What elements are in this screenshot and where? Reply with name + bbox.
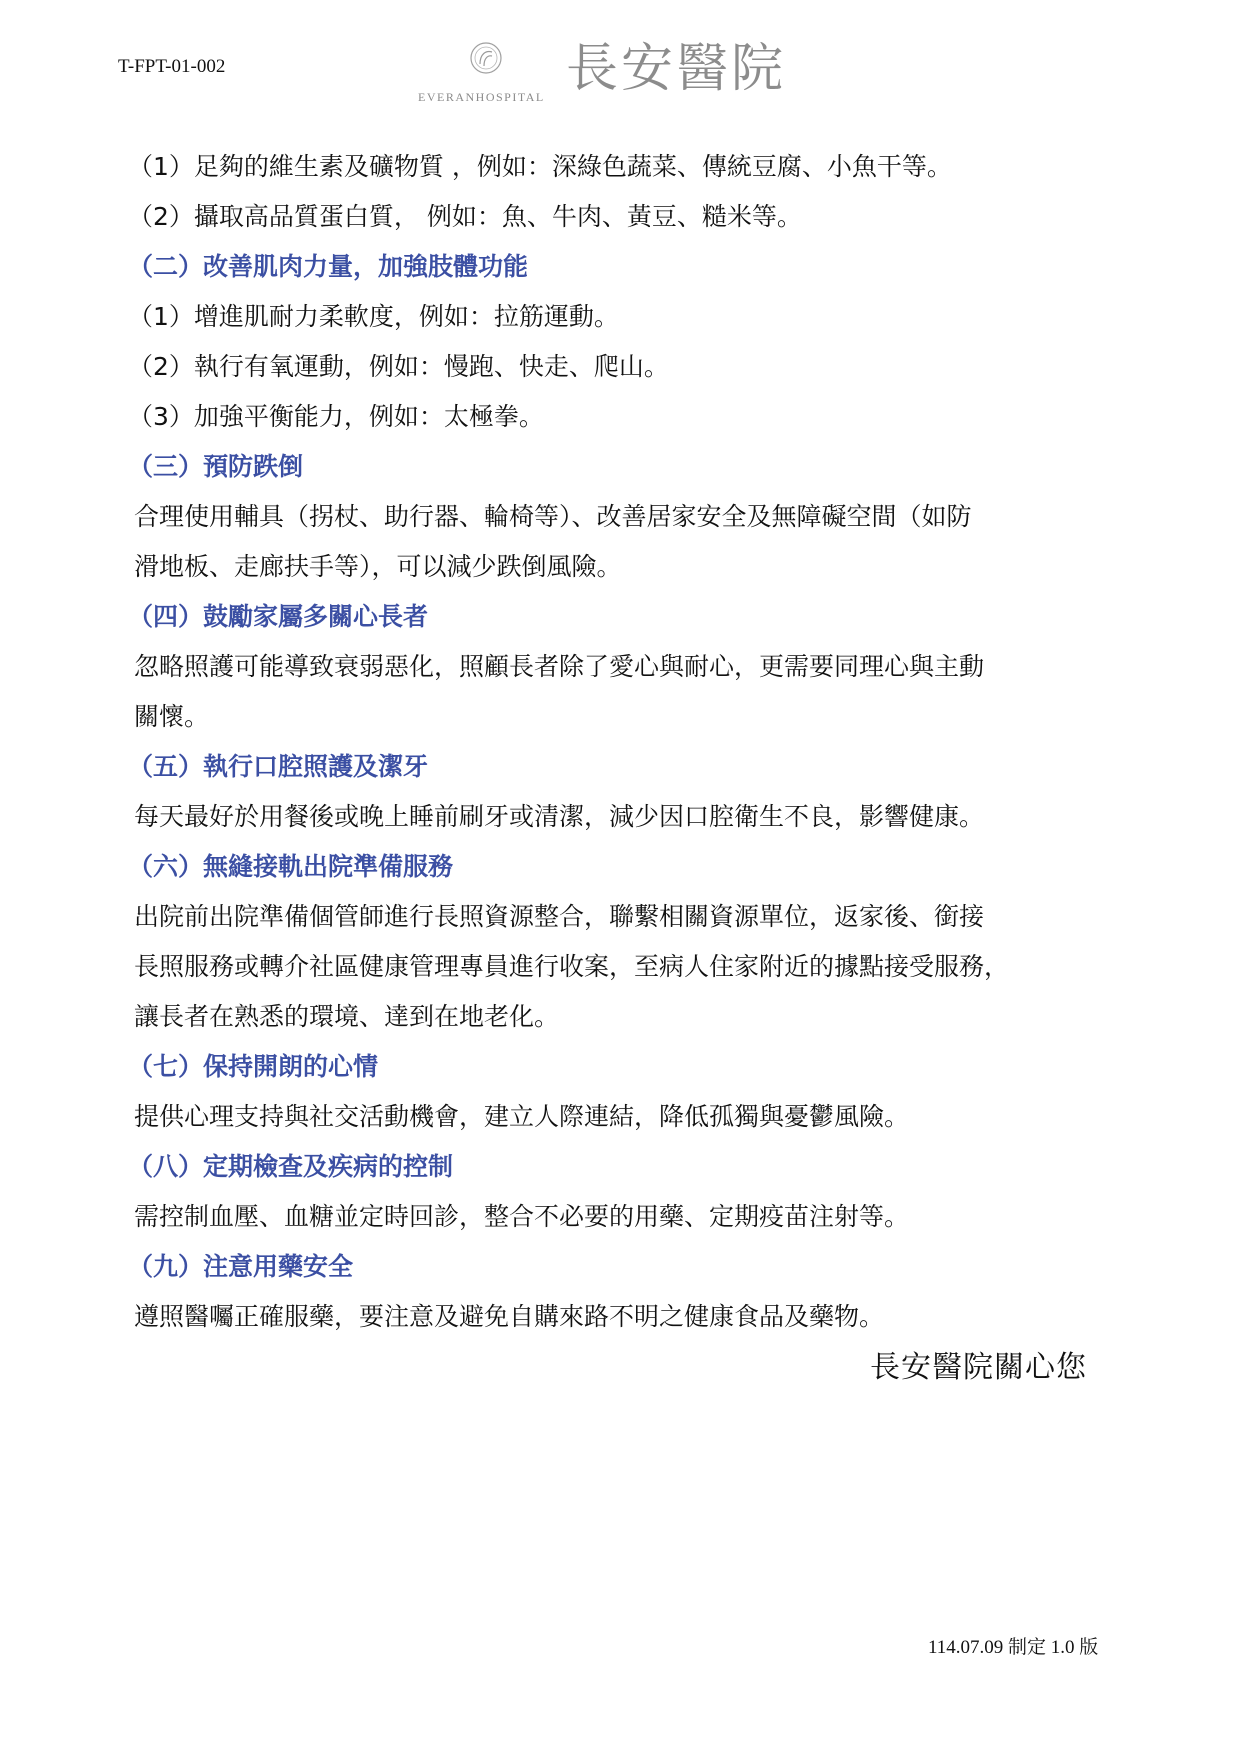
hospital-logo bbox=[418, 40, 818, 110]
section-heading: （四）鼓勵家屬多關心長者 bbox=[128, 602, 429, 631]
item-line: （3）加強平衡能力，例如：太極拳。 bbox=[128, 402, 544, 431]
logo-chinese-name: 長安醫院 bbox=[566, 39, 787, 99]
body-line: 關懷。 bbox=[134, 702, 210, 731]
section-heading: （三）預防跌倒 bbox=[128, 452, 304, 481]
body-line: 合理使用輔具（拐杖、助行器、輪椅等）、改善居家安全及無障礙空間（如防 bbox=[134, 502, 972, 531]
body-line: 讓長者在熟悉的環境、達到在地老化。 bbox=[134, 1002, 560, 1031]
version-footer: 114.07.09 制定 1.0 版 bbox=[928, 1637, 1099, 1658]
body-line: 長照服務或轉介社區健康管理專員進行收案，至病人住家附近的據點接受服務， bbox=[134, 952, 1010, 981]
body-line: 每天最好於用餐後或晚上睡前刷牙或清潔，減少因口腔衛生不良，影響健康。 bbox=[134, 802, 985, 831]
logo-english-name: EVERANHOSPITAL bbox=[418, 90, 545, 104]
closing-signature: 長安醫院關心您 bbox=[870, 1350, 1087, 1385]
body-line: 需控制血壓、血糖並定時回診，整合不必要的用藥、定期疫苗注射等。 bbox=[134, 1202, 910, 1231]
item-line: （2）執行有氧運動，例如：慢跑、快走、爬山。 bbox=[128, 352, 669, 381]
body-line: 遵照醫囑正確服藥，要注意及避免自購來路不明之健康食品及藥物。 bbox=[134, 1302, 885, 1331]
body-line: 出院前出院準備個管師進行長照資源整合，聯繫相關資源單位，返家後、銜接 bbox=[134, 902, 985, 931]
item-line: （1）足夠的維生素及礦物質 ，例如：深綠色蔬菜、傳統豆腐、小魚干等。 bbox=[128, 152, 952, 181]
item-line: （2）攝取高品質蛋白質， 例如：魚、牛肉、黃豆、糙米等。 bbox=[128, 202, 802, 231]
section-heading: （二）改善肌肉力量，加強肢體功能 bbox=[128, 252, 529, 281]
section-heading: （六）無縫接軌出院準備服務 bbox=[128, 852, 454, 881]
section-heading: （五）執行口腔照護及潔牙 bbox=[128, 752, 429, 781]
hospital-emblem-icon bbox=[466, 40, 506, 80]
body-line: 忽略照護可能導致衰弱惡化，照顧長者除了愛心與耐心，更需要同理心與主動 bbox=[134, 652, 985, 681]
body-line: 滑地板、走廊扶手等），可以減少跌倒風險。 bbox=[134, 552, 622, 581]
body-line: 提供心理支持與社交活動機會，建立人際連結，降低孤獨與憂鬱風險。 bbox=[134, 1102, 910, 1131]
section-heading: （七）保持開朗的心情 bbox=[128, 1052, 379, 1081]
section-heading: （九）注意用藥安全 bbox=[128, 1252, 354, 1281]
section-heading: （八）定期檢查及疾病的控制 bbox=[128, 1152, 454, 1181]
item-line: （1）增進肌耐力柔軟度，例如：拉筋運動。 bbox=[128, 302, 619, 331]
document-code: T-FPT-01-002 bbox=[118, 56, 226, 77]
document-body bbox=[128, 142, 1148, 1342]
